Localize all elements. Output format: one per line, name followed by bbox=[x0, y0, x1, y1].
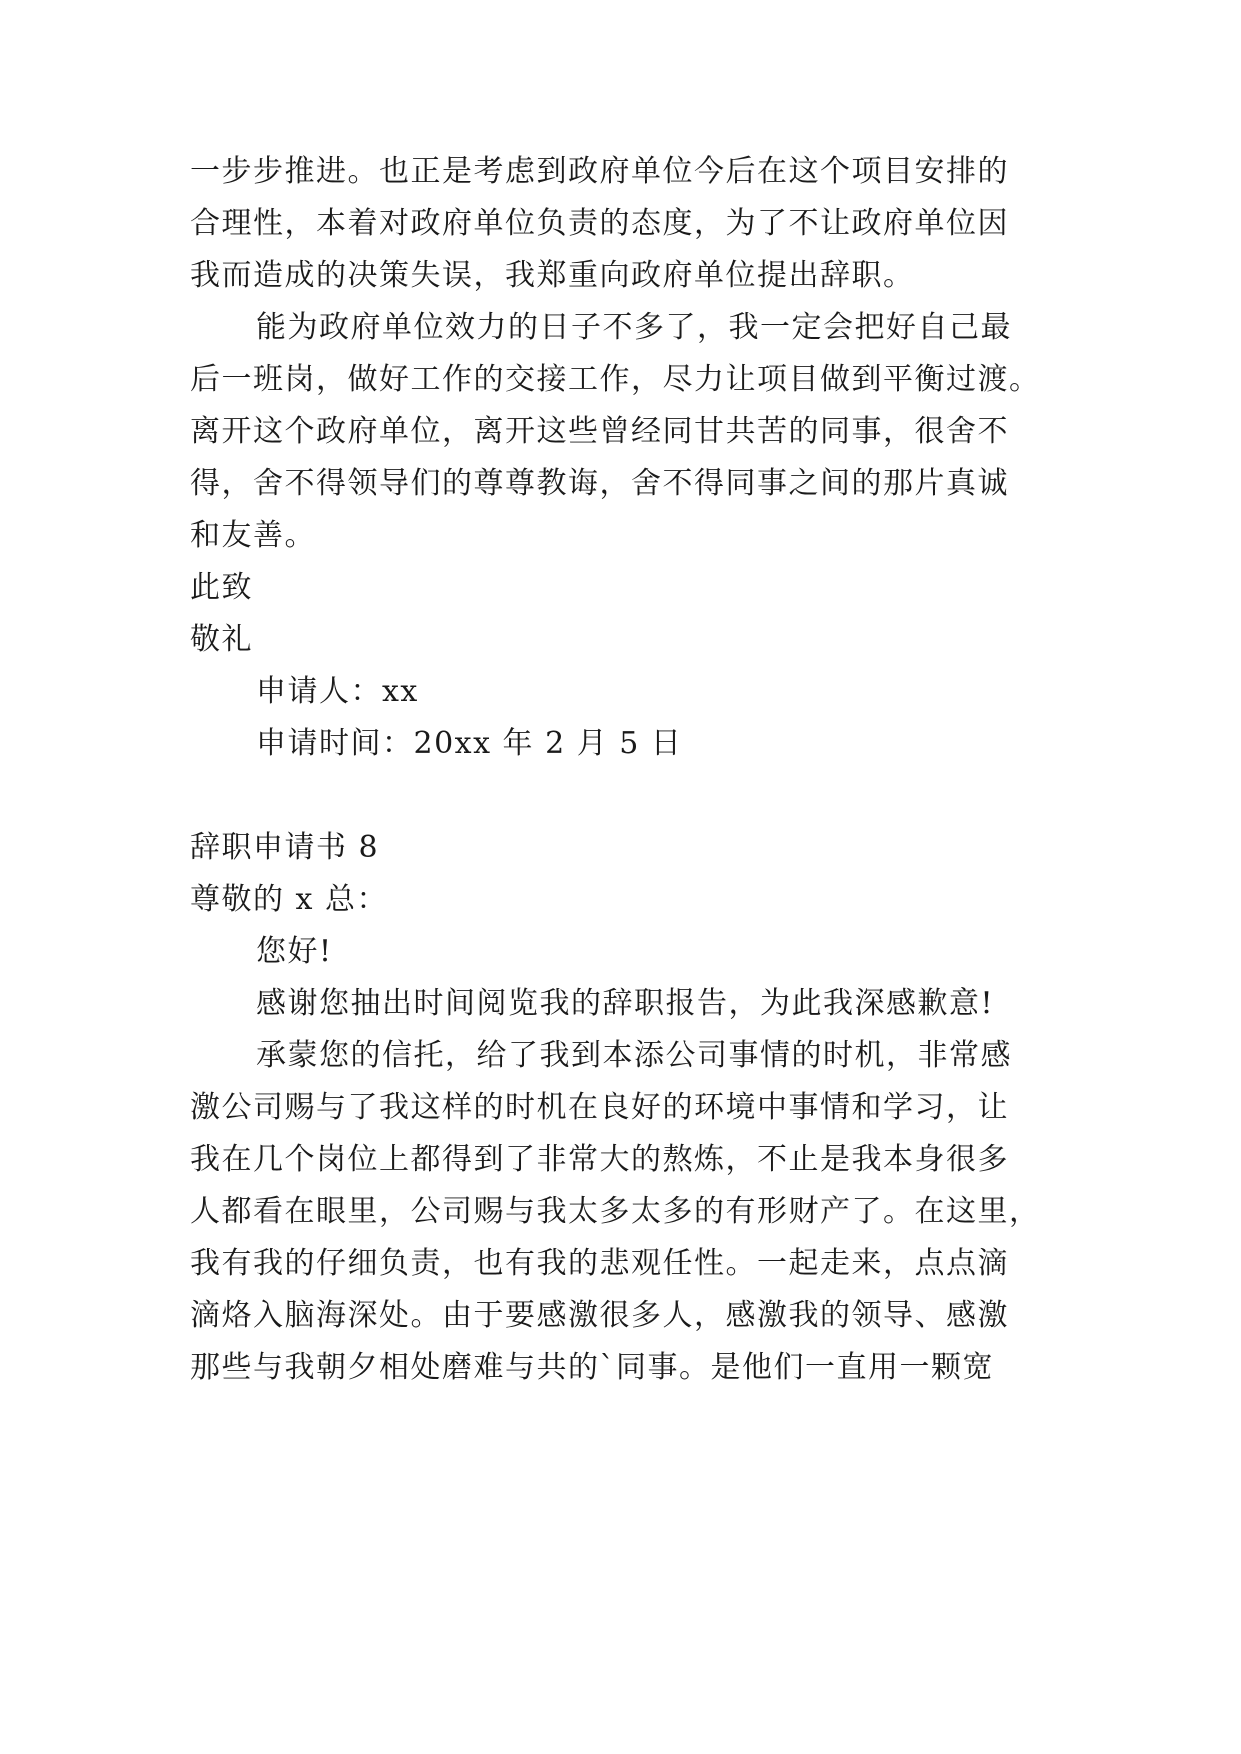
paragraph-line: 激公司赐与了我这样的时机在良好的环境中事情和学习，让 bbox=[190, 1090, 1009, 1125]
paragraph-line: 能为政府单位效力的日子不多了，我一定会把好自己最 bbox=[256, 310, 1012, 345]
paragraph-line: 后一班岗，做好工作的交接工作，尽力让项目做到平衡过渡。 bbox=[190, 362, 1041, 397]
paragraph-line: 我在几个岗位上都得到了非常大的熬炼，不止是我本身很多 bbox=[190, 1142, 1009, 1177]
closing-phrase: 此致 bbox=[190, 570, 253, 605]
thanks-line: 感谢您抽出时间阅览我的辞职报告，为此我深感歉意! bbox=[256, 986, 995, 1021]
paragraph-line: 离开这个政府单位，离开这些曾经同甘共苦的同事，很舍不 bbox=[190, 414, 1009, 449]
paragraph-line: 滴烙入脑海深处。由于要感激很多人，感激我的领导、感激 bbox=[190, 1298, 1009, 1333]
paragraph-line: 我而造成的决策失误，我郑重向政府单位提出辞职。 bbox=[190, 258, 915, 293]
greeting: 您好! bbox=[256, 934, 333, 969]
paragraph-line: 一步步推进。也正是考虑到政府单位今后在这个项目安排的 bbox=[190, 154, 1009, 189]
paragraph-line: 合理性，本着对政府单位负责的态度，为了不让政府单位因 bbox=[190, 206, 1009, 241]
paragraph-line: 得，舍不得领导们的尊尊教诲，舍不得同事之间的那片真诚 bbox=[190, 466, 1009, 501]
salutation: 尊敬的 x 总： bbox=[190, 882, 388, 917]
paragraph-line: 那些与我朝夕相处磨难与共的`同事。是他们一直用一颗宽 bbox=[190, 1350, 994, 1385]
paragraph-line: 和友善。 bbox=[190, 518, 316, 553]
application-date: 申请时间：20xx 年 2 月 5 日 bbox=[256, 726, 683, 761]
paragraph-line: 人都看在眼里，公司赐与我太多太多的有形财产了。在这里， bbox=[190, 1194, 1041, 1229]
paragraph-line: 承蒙您的信托，给了我到本添公司事情的时机，非常感 bbox=[256, 1038, 1012, 1073]
letter-title: 辞职申请书 8 bbox=[190, 830, 380, 865]
paragraph-line: 我有我的仔细负责，也有我的悲观任性。一起走来，点点滴 bbox=[190, 1246, 1009, 1281]
closing-regards: 敬礼 bbox=[190, 622, 253, 657]
applicant-name: 申请人：xx bbox=[256, 674, 419, 709]
